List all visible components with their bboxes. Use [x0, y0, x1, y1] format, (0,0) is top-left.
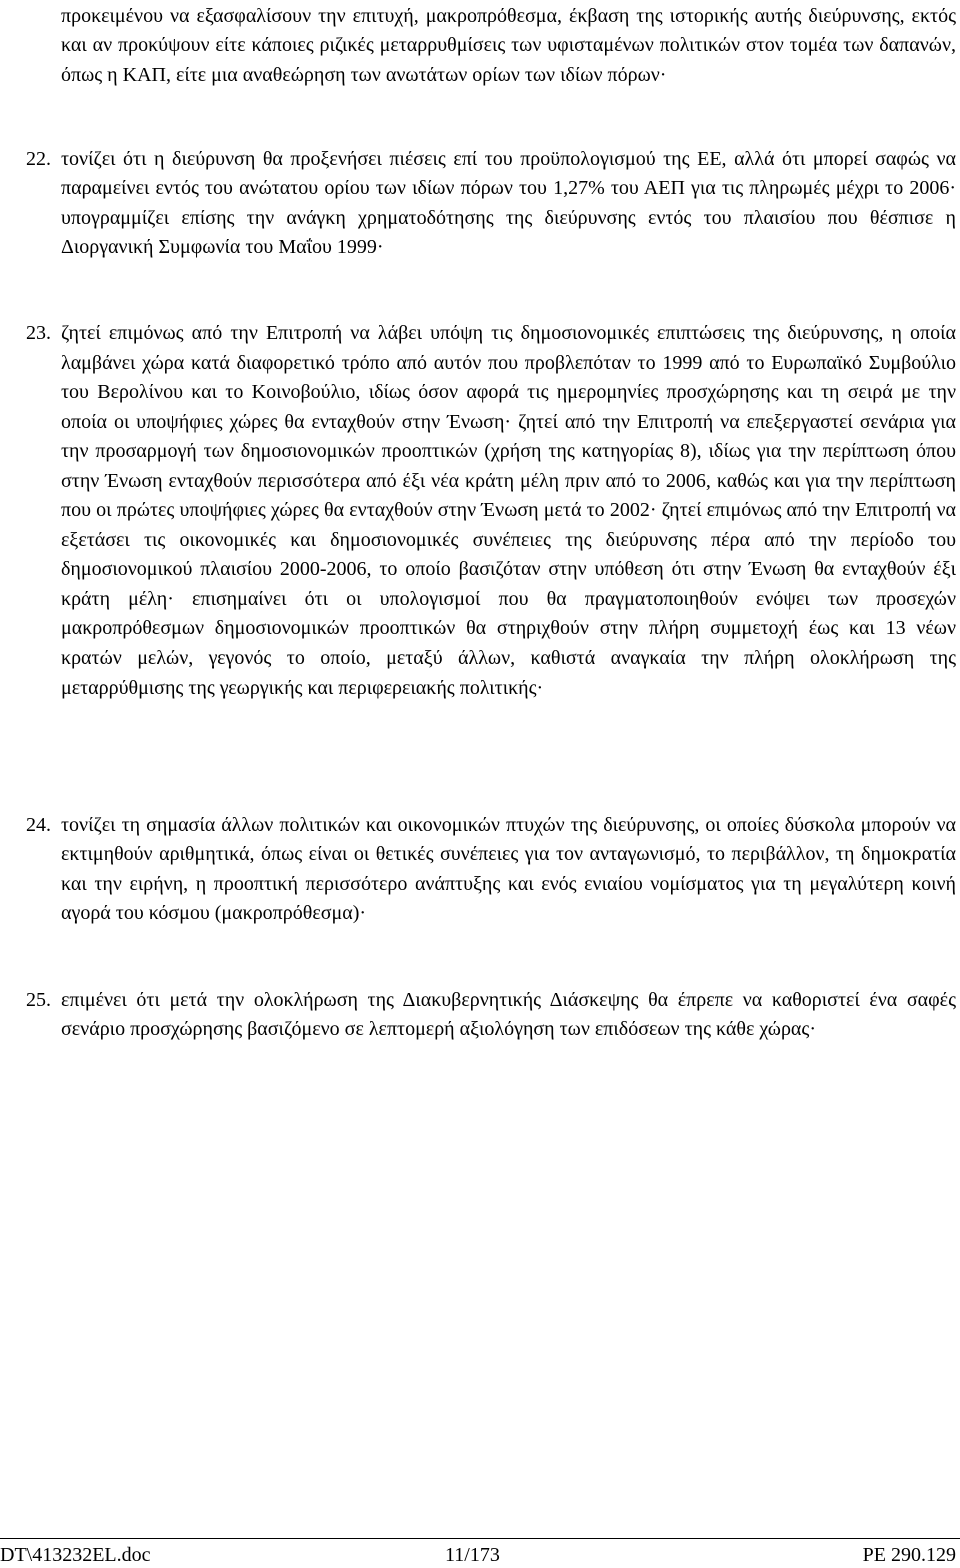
item-number: 24.	[26, 814, 51, 836]
item-text: ζητεί επιμόνως από την Επιτροπή να λάβει υπόψη τις δημοσιονομικές επιπτώσεις της διεύρυνσης, η οποία λαμβάνει χώρα κατά διαφορετικό τρόπο από αυτόν που προβλεπόταν το 1999 από το Ευρωπαϊκό Συμβούλιο του Βερολίνου και το Κοινοβούλιο, ιδίως όσον αφορά τις ημερομηνίες προσχώρησης και τη σειρά με την οποία οι υποψήφιες χώρες θα ενταχθούν στην Ένωση· ζητεί από την Επιτροπή να επεξεργαστεί σενάρια για την προσαρμογή των δημοσιονομικών προοπτικών (χρήση της κατηγορίας 8), ιδίως για την περίπτωση όπου στην Ένωση ενταχθούν περισσότερα από έξι νέα κράτη μέλη πριν από το 2006, καθώς και για την περίπτωση που οι πρώτες υποψήφιες χώρες θα ενταχθούν στην Ένωση μετά το 2002· ζητεί επιμόνως από την Επιτροπή να εξετάσει τις οικονομικές και δημοσιονομικές συνέπειες της διεύρυνσης πέρα από την περίοδο του δημοσιονομικού πλαισίου 2000-2006, το οποίο βασιζόταν στην υπόθεση ότι στην Ένωση θα ενταχθούν έξι κράτη μέλη· επισημαίνει ότι οι υπολογισμοί που θα πραγματοποιηθούν ενόψει των προσεχών μακροπρόθεσμων δημοσιονομικών προοπτικών θα στηριχθούν στην πλήρη συμμετοχή έως και 13 νέων κρατών μελών, γεγονός το οποίο, μεταξύ άλλων, καθιστά αναγκαία την πλήρη ολοκλήρωση της μεταρρύθμισης της γεωργικής και περιφερειακής πολιτικής·	[61, 322, 956, 699]
continuation-paragraph: προκειμένου να εξασφαλίσουν την επιτυχή, μακροπρόθεσμα, έκβαση της ιστορικής αυτής διεύρυνσης, εκτός και αν προκύψουν είτε κάποιες ριζικές μεταρρυθμίσεις των υφισταμένων πολιτικών στον τομέα των δαπανών, όπως η ΚΑΠ, είτε μια αναθεώρηση των ανωτάτων ορίων των ιδίων πόρων·	[61, 5, 956, 86]
item-text: τονίζει ότι η διεύρυνση θα προξενήσει πιέσεις επί του προϋπολογισμού της ΕΕ, αλλά ότι μπορεί σαφώς να παραμείνει εντός του ανώτατου ορίου των ιδίων πόρων του 1,27% του ΑΕΠ για τις πληρωμές μέχρι το 2006· υπογραμμίζει επίσης την ανάγκη χρηματοδότησης της διεύρυνσης εντός του πλαισίου που θέσπισε η Διοργανική Συμφωνία του Μαΐου 1999·	[61, 148, 956, 259]
item-number: 23.	[26, 322, 51, 344]
footer-pe-number: PE 290.129	[862, 1544, 956, 1566]
footer-page-number: 11/173	[445, 1544, 500, 1566]
item-number: 22.	[26, 148, 51, 170]
footer-divider	[0, 1538, 960, 1539]
item-number: 25.	[26, 989, 51, 1011]
item-text: τονίζει τη σημασία άλλων πολιτικών και οικονομικών πτυχών της διεύρυνσης, οι οποίες δύσκολα μπορούν να εκτιμηθούν αριθμητικά, όπως είναι οι θετικές συνέπειες για τον ανταγωνισμό, το περιβάλλον, τη δημοκρατία και την ειρήνη, η προοπτική περισσότερο ανάπτυξης και ενός ενιαίου νομίσματος για τη μεγαλύτερη κοινή αγορά του κόσμου (μακροπρόθεσμα)·	[61, 814, 956, 925]
footer-doc-ref: DT\413232EL.doc	[0, 1544, 151, 1566]
item-text: επιμένει ότι μετά την ολοκλήρωση της Διακυβερνητικής Διάσκεψης θα έπρεπε να καθοριστεί ένα σαφές σενάριο προσχώρησης βασιζόμενο σε λεπτομερή αξιολόγηση των επιδόσεων της κάθε χώρας·	[61, 989, 956, 1041]
